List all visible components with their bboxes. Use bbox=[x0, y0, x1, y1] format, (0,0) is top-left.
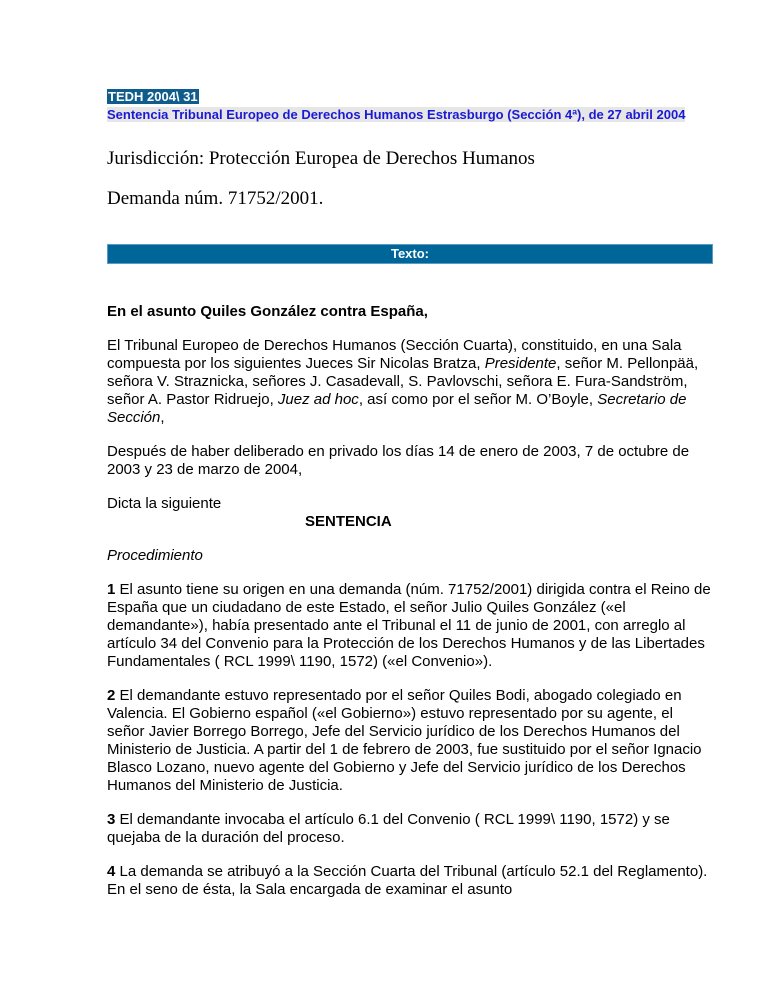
paragraph-text: El demandante estuvo representado por el señor Quiles Bodi, abogado colegiado en Valencia. El Gobierno español («el Gobierno») estuvo representado por su agente, el señor Javier Borrego Borrego, Jefe del Servicio jurídico de los Derechos Humanos del Ministerio de Justicia. A partir del 1 de febrero de 2003, fue sustituido por el señor Ignacio Blasco Lozano, nuevo agente del Gobierno y Jefe del Servicio jurídico de los Derechos Humanos del Ministerio de Justicia. bbox=[107, 687, 702, 794]
deliberation-paragraph: Después de haber deliberado en privado los días 14 de enero de 2003, 7 de octubre de 2003 y 23 de marzo de 2004, bbox=[107, 443, 690, 478]
paragraph-number: 4 bbox=[107, 863, 116, 880]
numbered-paragraph-2 bbox=[107, 687, 713, 795]
reference-title-wrapper bbox=[107, 107, 687, 123]
role-secretario: Secretario de Sección bbox=[107, 391, 687, 426]
case-title: En el asunto Quiles González contra España, bbox=[107, 303, 428, 320]
reference-title-link[interactable]: Sentencia Tribunal Europeo de Derechos Humanos Estrasburgo (Sección 4ª), de 27 abril 2004 bbox=[107, 107, 686, 122]
paragraph-text: El demandante invocaba el artículo 6.1 del Convenio ( RCL 1999\ 1190, 1572) y se quejaba de la duración del proceso. bbox=[107, 811, 670, 846]
text-fragment: , bbox=[160, 409, 165, 426]
document-page bbox=[107, 88, 713, 899]
role-presidente: Presidente bbox=[484, 355, 557, 372]
paragraph-number: 2 bbox=[107, 687, 116, 704]
sentencia-heading: SENTENCIA bbox=[305, 513, 392, 530]
paragraph-number: 3 bbox=[107, 811, 116, 828]
section-bar-texto: Texto: bbox=[107, 244, 713, 264]
reference-code-link[interactable]: TEDH 2004\ 31 bbox=[108, 89, 198, 104]
numbered-paragraph-4 bbox=[107, 863, 713, 899]
paragraph-number: 1 bbox=[107, 581, 116, 598]
jurisdiction-line: Jurisdicción: Protección Europea de Derechos Humanos bbox=[107, 148, 535, 169]
paragraph-text: El asunto tiene su origen en una demanda (núm. 71752/2001) dirigida contra el Reino de España que un ciudadano de este Estado, el señor Julio Quiles González («el demandante»), había presentado ante el Tribunal el 11 de junio de 2001, con arreglo al artículo 34 del Convenio para la Protección de los Derechos Humanos y de las Libertades Fundamentales ( RCL 1999\ 1190, 1572) («el Convenio»). bbox=[107, 581, 711, 670]
paragraph-text: La demanda se atribuyó a la Sección Cuarta del Tribunal (artículo 52.1 del Reglamento). En el seno de ésta, la Sala encargada de examinar el asunto bbox=[107, 863, 708, 898]
dicta-line: Dicta la siguiente bbox=[107, 495, 222, 512]
role-juez-ad-hoc: Juez ad hoc bbox=[277, 391, 359, 408]
court-composition-paragraph bbox=[107, 337, 713, 427]
text-fragment: , así como por el señor M. O’Boyle, bbox=[358, 391, 598, 408]
numbered-paragraph-3 bbox=[107, 811, 713, 847]
document-reference bbox=[107, 88, 713, 123]
application-number-line: Demanda núm. 71752/2001. bbox=[107, 188, 324, 209]
text-fragment: , señor M. Pellonpää, señora V. Straznicka, señores J. Casadevall, S. Pavlovschi, señora E. Fura-Sandström, señor A. Pastor Ridruejo, bbox=[107, 355, 699, 408]
text-fragment: El Tribunal Europeo de Derechos Humanos (Sección Cuarta), constituido, en una Sala compuesta por los siguientes Jueces Sir Nicolas Bratza, bbox=[107, 337, 682, 372]
procedimiento-heading: Procedimiento bbox=[107, 547, 203, 564]
numbered-paragraph-1 bbox=[107, 581, 713, 671]
